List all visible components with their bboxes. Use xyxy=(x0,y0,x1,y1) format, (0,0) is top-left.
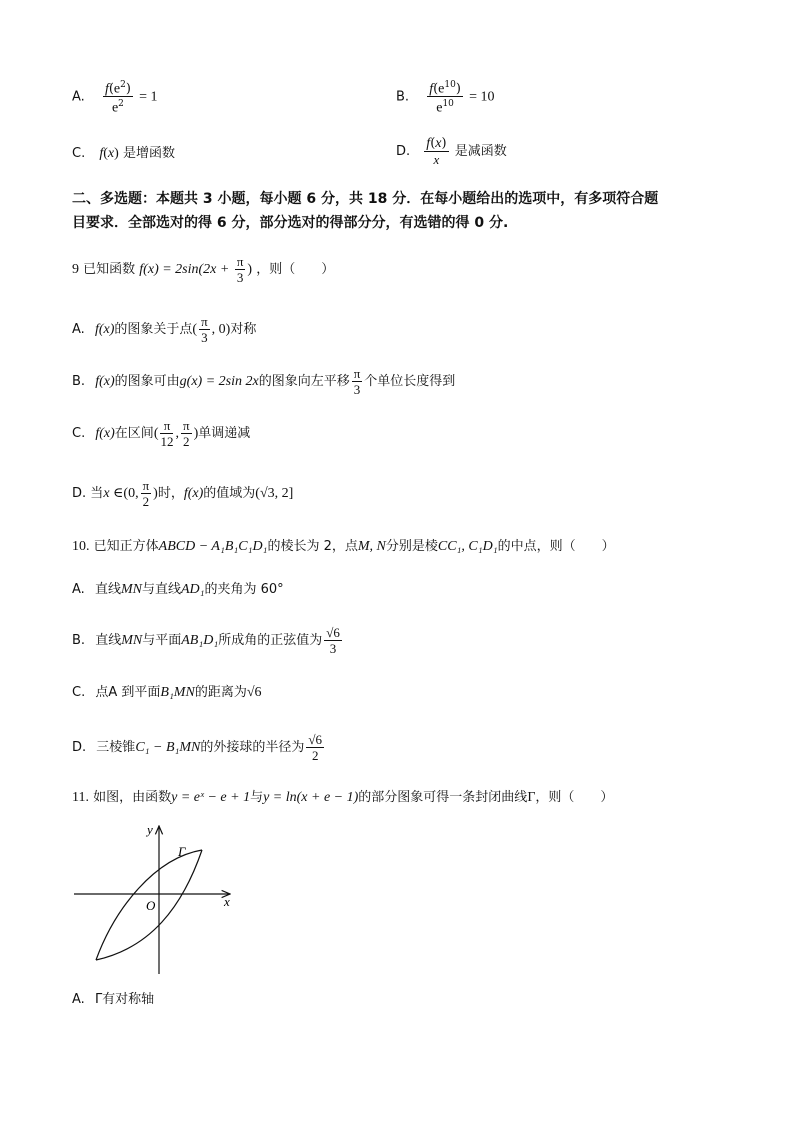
fraction: $\frac{\pi}{3}$ xyxy=(236,254,244,285)
fraction: $\frac{\pi}{2}$ xyxy=(142,478,150,509)
option-label: D. xyxy=(72,486,87,501)
q9-option-b: B. f(x)的图象可由g(x) = 2sin 2x的图象向左平移 $\frac{\pi}{3}$ 个单位长度得到 xyxy=(72,366,456,397)
closed-curve-figure xyxy=(70,818,250,978)
fraction: $\frac{√6}{2}$ xyxy=(308,732,323,763)
q11-stem: 11. 如图，由函数y = eˣ − e + 1与y = ln(x + e − 1)的部分图象可得一条封闭曲线Γ，则（ ） xyxy=(72,790,614,805)
fraction: $\frac{√6}{3}$ xyxy=(326,625,340,656)
q10-option-a: A. 直线MN与直线AD₁的夹角为 60° xyxy=(72,582,284,597)
option-label: D. xyxy=(72,740,87,755)
fraction: $\frac{\pi}{3}$ xyxy=(353,366,361,397)
q10-option-d: D. 三棱锥C₁ − B₁MN的外接球的半径为 $\frac{√6}{2}$ xyxy=(72,732,323,763)
section-heading-line1: 二、多选题：本题共 3 小题，每小题 6 分，共 18 分．在每小题给出的选项中，有多项符合题 xyxy=(72,191,659,207)
q9-option-d: D. 当x ∈(0, $\frac{\pi}{2}$ )时，f(x)的值域为(√3, 2] xyxy=(72,478,294,509)
fraction: $\frac{\pi}{2}$ xyxy=(182,418,190,449)
option-label: A. xyxy=(72,89,85,105)
q8-option-b xyxy=(396,78,494,116)
fraction: $\frac{\pi}{3}$ xyxy=(201,314,208,345)
q10-option-b: B. 直线MN与平面AB₁D₁所成角的正弦值为 $\frac{√6}{3}$ xyxy=(72,625,340,656)
option-label: C. xyxy=(72,685,86,700)
option-label: B. xyxy=(72,374,86,389)
option-text: 是增函数 xyxy=(122,146,175,161)
option-label: D. xyxy=(396,144,411,159)
equation-value: = 10 xyxy=(469,89,495,105)
equation-value: = 1 xyxy=(139,89,158,105)
q9-option-a: A. f(x)的图象关于点( $\frac{\pi}{3}$ , 0)对称 xyxy=(72,314,257,345)
x-axis-label: x xyxy=(224,894,230,909)
q10-stem: 10. 已知正方体ABCD − A₁B₁C₁D₁的棱长为 2，点M, N分别是棱CC₁, C₁D₁的中点，则（ ） xyxy=(72,539,615,554)
question-number: 10. xyxy=(72,539,90,554)
y-axis-label: y xyxy=(147,822,153,837)
option-text: 是减函数 xyxy=(454,144,507,159)
q8-option-a xyxy=(72,78,157,116)
question-number: 9 xyxy=(72,262,79,277)
fraction: $\frac{f(x)}{x}$ xyxy=(426,136,447,167)
origin-label: O xyxy=(146,898,156,913)
option-label: C. xyxy=(72,146,86,161)
option-label: B. xyxy=(396,89,410,105)
q11-option-a: A. Γ有对称轴 xyxy=(72,992,155,1007)
function-expression: f(x) = 2sin(2x + xyxy=(139,262,233,277)
option-label: A. xyxy=(72,992,85,1007)
curve-label: Γ xyxy=(178,844,186,859)
q8-option-c: C. f(x) 是增函数 xyxy=(72,146,175,161)
section-heading-line2: 目要求．全部选对的得 6 分，部分选对的得部分分，有选错的得 0 分. xyxy=(72,215,509,231)
fraction: $\frac{\pi}{12}$ xyxy=(160,418,174,449)
option-label: C. xyxy=(72,426,86,441)
q9-option-c: C. f(x)在区间( $\frac{\pi}{12}$ , $\frac{\pi}{2}$ )单调递减 xyxy=(72,418,251,449)
q10-option-c: C. 点A 到平面B₁MN的距离为√6 xyxy=(72,685,262,700)
question-number: 11. xyxy=(72,790,89,805)
q9-stem: 9 已知函数 f(x) = 2sin(2x + $\frac{\pi}{3}$ ) ，则（ ） xyxy=(72,254,335,285)
fraction: $\frac{f(e^2)}{e^2}$ xyxy=(104,80,131,116)
option-label: B. xyxy=(72,633,86,648)
option-label: A. xyxy=(72,582,85,597)
q8-option-d xyxy=(396,136,507,167)
option-label: A. xyxy=(72,322,85,337)
fraction: $\frac{f(e^{10})}{e^{10}}$ xyxy=(429,80,461,116)
